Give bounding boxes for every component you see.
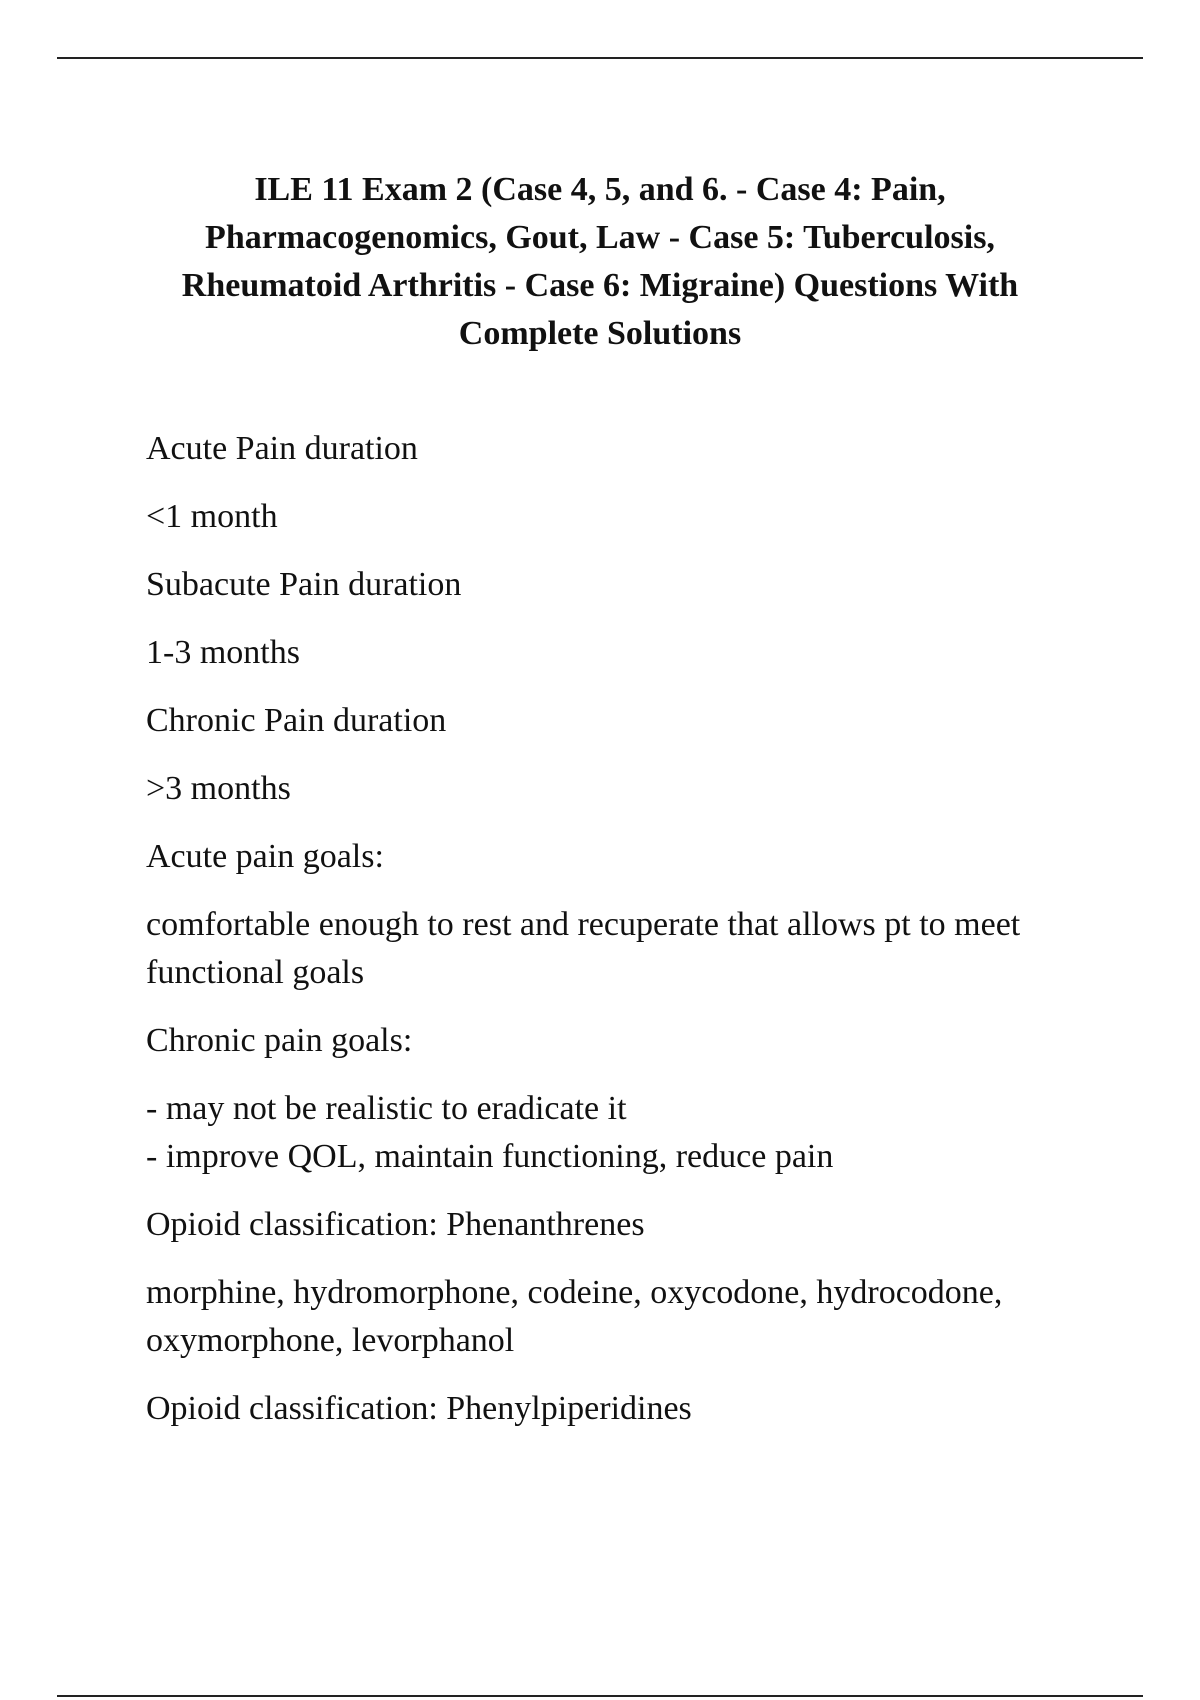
answer-text: [146, 1085, 1106, 1181]
answer-line: - improve QOL, maintain functioning, reduce pain: [146, 1138, 834, 1175]
question-text: Chronic pain goals:: [146, 1022, 413, 1059]
question-text: Subacute Pain duration: [146, 566, 462, 603]
answer-text: morphine, hydromorphone, codeine, oxycodone, hydrocodone, oxymorphone, levorphanol: [146, 1274, 1003, 1359]
question-text: Acute Pain duration: [146, 430, 418, 467]
top-rule: [57, 57, 1143, 59]
question-text: Chronic Pain duration: [146, 702, 447, 739]
answer-line: - may not be realistic to eradicate it: [146, 1090, 627, 1127]
answer-text: <1 month: [146, 498, 278, 535]
question-text: Opioid classification: Phenylpiperidines: [146, 1390, 692, 1427]
question-text: Acute pain goals:: [146, 838, 384, 875]
answer-text: 1-3 months: [146, 634, 300, 671]
question-text: Opioid classification: Phenanthrenes: [146, 1206, 645, 1243]
document-body: [146, 425, 1106, 1453]
answer-text: >3 months: [146, 770, 291, 807]
document-title: ILE 11 Exam 2 (Case 4, 5, and 6. - Case 4: Pain, Pharmacogenomics, Gout, Law - Case 5: Tuberculosis, Rheumatoid Arthritis - Case 6: Migraine) Questions With Complete Solutions: [181, 170, 1019, 352]
answer-text: comfortable enough to rest and recuperate that allows pt to meet functional goals: [146, 906, 1021, 991]
bottom-rule: [57, 1695, 1143, 1697]
